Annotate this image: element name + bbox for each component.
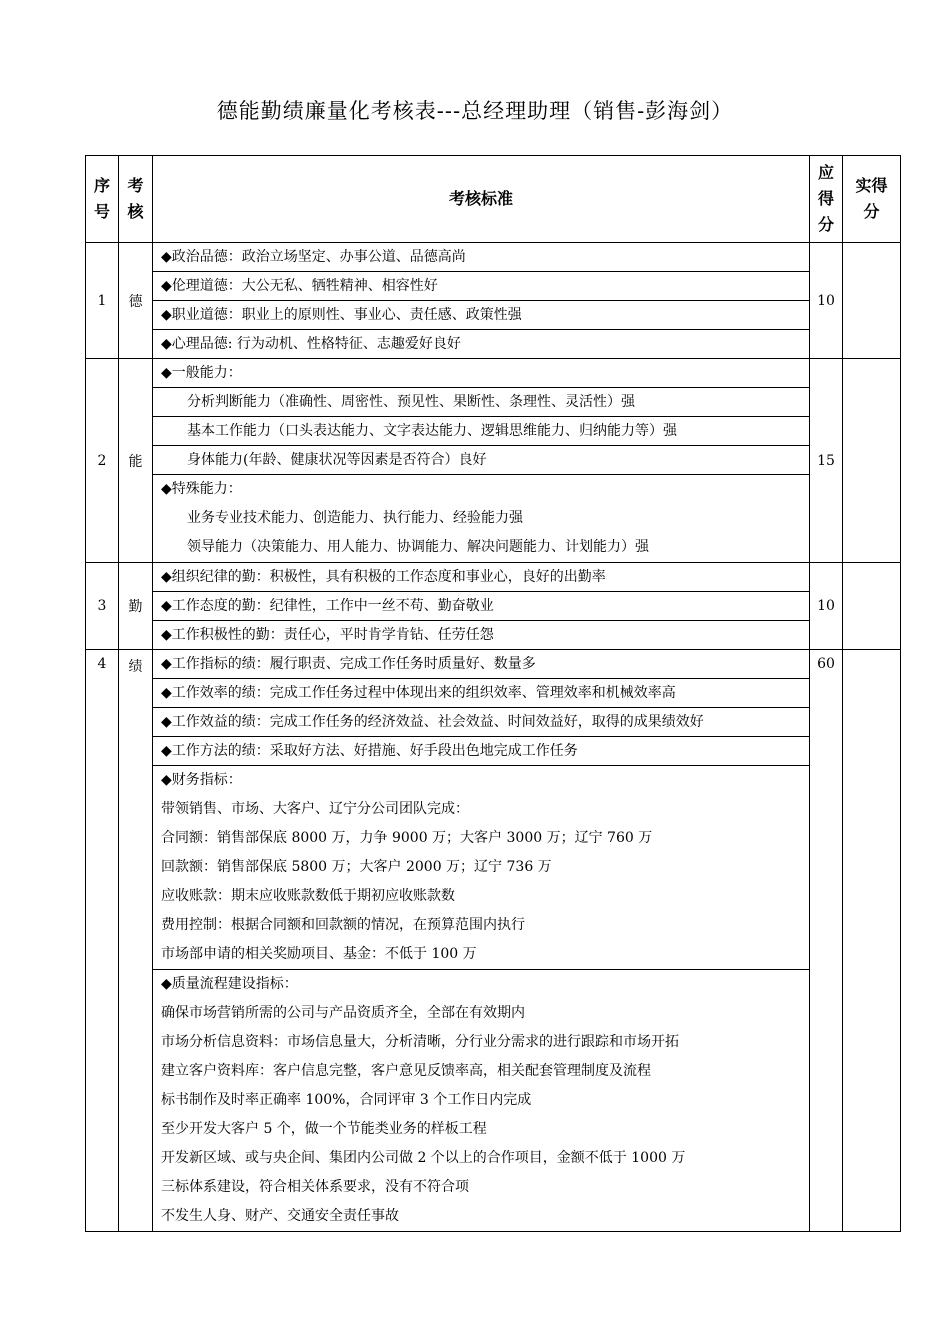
- header-seq: 序号: [86, 156, 119, 243]
- criteria-line: 标书制作及时率正确率 100%，合同评审 3 个工作日内完成: [161, 1092, 532, 1108]
- criteria-line: 市场分析信息资料：市场信息量大，分析清晰，分行业分需求的进行跟踪和市场开拓: [161, 1034, 679, 1050]
- criteria-cell: ◆工作效益的绩：完成工作任务的经济效益、社会效益、时间效益好，取得的成果绩效好: [153, 708, 810, 737]
- actual-score-cell[interactable]: [843, 650, 901, 1232]
- section-no: 4: [86, 650, 119, 1232]
- assessment-table: [85, 155, 901, 1232]
- criteria-cell: ◆心理品德: 行为动机、性格特征、志趣爱好良好: [153, 330, 810, 359]
- criteria-line: 不发生人身、财产、交通安全责任事故: [161, 1208, 399, 1224]
- criteria-cell: ◆伦理道德：大公无私、牺牲精神、相容性好: [153, 272, 810, 301]
- criteria-cell: ◆工作积极性的勤：责任心，平时肯学肯钻、任劳任怨: [153, 621, 810, 650]
- header-item: 考核: [119, 156, 153, 243]
- quality-criteria-cell: [153, 970, 810, 1232]
- table-row: [86, 679, 901, 708]
- criteria-line: ◆财务指标：: [161, 772, 242, 788]
- should-score: 10: [810, 563, 843, 650]
- header-should-score: 应得分: [810, 156, 843, 243]
- table-row: [86, 272, 901, 301]
- section-item: 能: [119, 359, 153, 563]
- table-row: [86, 417, 901, 446]
- section-no: 2: [86, 359, 119, 563]
- table-row: [86, 970, 901, 1232]
- criteria-cell: 基本工作能力（口头表达能力、文字表达能力、逻辑思维能力、归纳能力等）强: [153, 417, 810, 446]
- table-row: [86, 446, 901, 475]
- table-row: [86, 766, 901, 970]
- criteria-line: 三标体系建设，符合相关体系要求，没有不符合项: [161, 1179, 469, 1195]
- table-row: [86, 243, 901, 272]
- table-row: [86, 708, 901, 737]
- section-no: 1: [86, 243, 119, 359]
- table-row: [86, 359, 901, 388]
- criteria-cell: ◆一般能力：: [153, 359, 810, 388]
- criteria-line: 至少开发大客户 5 个，做一个节能类业务的样板工程: [161, 1121, 487, 1137]
- should-score: 10: [810, 243, 843, 359]
- table-row: [86, 650, 901, 679]
- actual-score-cell[interactable]: [843, 359, 901, 563]
- actual-score-cell[interactable]: [843, 563, 901, 650]
- page-title: 德能勤绩廉量化考核表---总经理助理（销售-彭海剑）: [216, 99, 734, 123]
- table-row: [86, 621, 901, 650]
- table-row: [86, 475, 901, 563]
- criteria-cell: ◆工作指标的绩：履行职责、完成工作任务时质量好、数量多: [153, 650, 810, 679]
- criteria-line: ◆特殊能力：: [161, 481, 242, 497]
- criteria-cell: ◆组织纪律的勤：积极性，具有积极的工作态度和事业心，良好的出勤率: [153, 563, 810, 592]
- should-score: 60: [810, 650, 843, 1232]
- criteria-line: 费用控制：根据合同额和回款额的情况，在预算范围内执行: [161, 917, 525, 933]
- criteria-cell: ◆工作方法的绩：采取好方法、好措施、好手段出色地完成工作任务: [153, 737, 810, 766]
- criteria-cell: 分析判断能力（准确性、周密性、预见性、果断性、条理性、灵活性）强: [153, 388, 810, 417]
- criteria-line: 确保市场营销所需的公司与产品资质齐全，全部在有效期内: [161, 1005, 525, 1021]
- criteria-line: 带领销售、市场、大客户、辽宁分公司团队完成：: [161, 801, 469, 817]
- criteria-cell: ◆政治品德：政治立场坚定、办事公道、品德高尚: [153, 243, 810, 272]
- should-score: 15: [810, 359, 843, 563]
- section-item: 德: [119, 243, 153, 359]
- table-row: [86, 388, 901, 417]
- section-item: 绩: [119, 650, 153, 1232]
- criteria-cell-special: [153, 475, 810, 563]
- finance-criteria-cell: [153, 766, 810, 970]
- criteria-line: 合同额：销售部保底 8000 万，力争 9000 万；大客户 3000 万；辽宁 760 万: [161, 830, 653, 846]
- criteria-cell: ◆职业道德：职业上的原则性、事业心、责任感、政策性强: [153, 301, 810, 330]
- table-row: [86, 301, 901, 330]
- section-no: 3: [86, 563, 119, 650]
- criteria-cell: 身体能力(年龄、健康状况等因素是否符合）良好: [153, 446, 810, 475]
- criteria-line: 市场部申请的相关奖励项目、基金：不低于 100 万: [161, 946, 477, 962]
- criteria-line: 建立客户资料库：客户信息完整，客户意见反馈率高，相关配套管理制度及流程: [161, 1063, 651, 1079]
- table-row: [86, 330, 901, 359]
- table-row: [86, 563, 901, 592]
- header-actual-score: 实得分: [843, 156, 901, 243]
- section-item: 勤: [119, 563, 153, 650]
- criteria-line: 领导能力（决策能力、用人能力、协调能力、解决问题能力、计划能力）强: [187, 539, 649, 555]
- criteria-line: 应收账款：期末应收账款数低于期初应收账款数: [161, 888, 455, 904]
- criteria-line: 开发新区域、或与央企间、集团内公司做 2 个以上的合作项目，金额不低于 1000 万: [161, 1150, 686, 1166]
- criteria-line: ◆质量流程建设指标：: [161, 976, 298, 992]
- criteria-line: 回款额：销售部保底 5800 万；大客户 2000 万；辽宁 736 万: [161, 859, 552, 875]
- criteria-cell: ◆工作效率的绩：完成工作任务过程中体现出来的组织效率、管理效率和机械效率高: [153, 679, 810, 708]
- table-row: [86, 592, 901, 621]
- header-row: [86, 156, 901, 243]
- criteria-cell: ◆工作态度的勤：纪律性，工作中一丝不苟、勤奋敬业: [153, 592, 810, 621]
- header-criteria: 考核标准: [153, 156, 810, 243]
- table-row: [86, 737, 901, 766]
- criteria-line: 业务专业技术能力、创造能力、执行能力、经验能力强: [187, 510, 523, 526]
- actual-score-cell[interactable]: [843, 243, 901, 359]
